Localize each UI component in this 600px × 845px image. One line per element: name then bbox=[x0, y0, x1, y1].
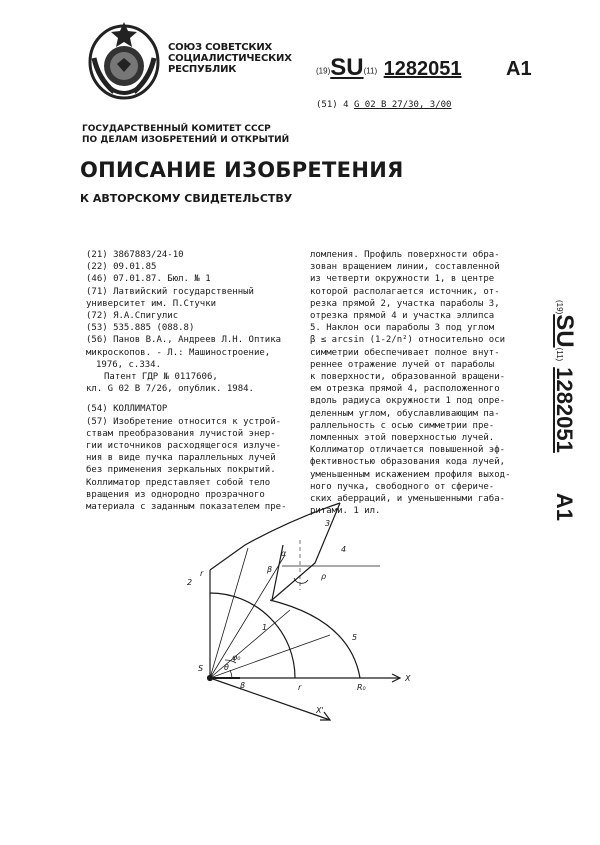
biblio-line: гии источников расходящегося излуче- bbox=[86, 441, 282, 452]
abstract-line: ритами. 1 ил. bbox=[310, 506, 381, 517]
label-1: 1 bbox=[262, 623, 268, 632]
abstract-line: уменьшенным искажением профиля выход- bbox=[310, 469, 511, 480]
label-x-axis: X bbox=[405, 674, 411, 683]
ipc-classes: G 02 B 27/30, 3/00 bbox=[353, 100, 452, 110]
biblio-line: вращения из однородно прозрачного bbox=[86, 489, 265, 500]
abstract-line: вдоль радиуса окружности 1 под опре- bbox=[310, 396, 506, 407]
biblio-line: (21) 3867883/24-10 bbox=[86, 250, 184, 260]
label-2: 2 bbox=[187, 578, 193, 587]
document-subtitle: К АВТОРСКОМУ СВИДЕТЕЛЬСТВУ bbox=[80, 192, 293, 205]
state-emblem bbox=[84, 18, 164, 104]
label-alpha: α bbox=[281, 549, 287, 558]
label-5: 5 bbox=[352, 633, 358, 642]
abstract-line: фективностью образования кода лучей, bbox=[310, 457, 506, 468]
biblio-line: (57) Изобретение относится к устрой- bbox=[86, 416, 282, 427]
abstract-line: к поверхности, образованной вращени- bbox=[310, 372, 506, 383]
biblio-line: (22) 09.01.85 bbox=[86, 262, 157, 273]
code-19: (19) bbox=[316, 66, 331, 76]
label-3: 3 bbox=[325, 519, 331, 528]
label-beta-top: β bbox=[267, 565, 273, 574]
biblio-line: ния в виде пучка параллельных лучей bbox=[86, 453, 276, 464]
abstract-line: раллельность с осью симметрии пре- bbox=[310, 420, 495, 431]
ipc-line bbox=[316, 100, 451, 110]
label-x-prime-axis: X' bbox=[316, 706, 324, 715]
biblio-line: (71) Латвийский государственный bbox=[86, 286, 254, 297]
collimator-drawing bbox=[180, 500, 420, 730]
abstract-column bbox=[310, 249, 510, 517]
biblio-line: (54) КОЛЛИМАТОР bbox=[86, 404, 168, 415]
bibliographic-column bbox=[86, 249, 286, 513]
abstract-line: ломления. Профиль поверхности обра- bbox=[310, 250, 500, 260]
abstract-line: из четверти окружности 1, в центре bbox=[310, 274, 495, 285]
biblio-line: (46) 07.01.87. Бюл. № 1 bbox=[86, 274, 211, 285]
biblio-line: микроскопов. - Л.: Машиностроение, bbox=[86, 347, 271, 358]
biblio-line: (53) 535.885 (088.8) bbox=[86, 323, 195, 334]
abstract-line: β ≤ arcsin (1-2/n²) относительно оси bbox=[310, 335, 506, 346]
biblio-line: университет им. П.Стучки bbox=[86, 298, 217, 309]
abstract-line: отрезка прямой 4 и участка эллипса bbox=[310, 311, 495, 322]
label-phi: φ₀ bbox=[232, 653, 241, 662]
abstract-line: деленным углом, обуславливающим па- bbox=[310, 408, 500, 419]
abstract-line: ем отрезка прямой 4, расположенного bbox=[310, 384, 500, 395]
abstract-line: 5. Наклон оси параболы 3 под углом bbox=[310, 323, 495, 334]
label-rho: ρ bbox=[321, 572, 327, 581]
label-beta: β bbox=[240, 681, 246, 690]
abstract-line: Коллиматор отличается повышенной эф- bbox=[310, 445, 506, 456]
biblio-line bbox=[86, 395, 286, 403]
abstract-line: которой располагается источник, от- bbox=[310, 286, 500, 297]
abstract-line: ного пучка, свободного от сфериче- bbox=[310, 481, 495, 492]
issuer-name: СОЮЗ СОВЕТСКИХ СОЦИАЛИСТИЧЕСКИХ РЕСПУБЛИК bbox=[168, 42, 292, 75]
code-11: (11) bbox=[363, 66, 378, 76]
kind-code: A1 bbox=[506, 58, 532, 80]
label-4: 4 bbox=[341, 545, 347, 554]
abstract-line: ломленных этой поверхностью лучей. bbox=[310, 433, 495, 444]
document-title: ОПИСАНИЕ ИЗОБРЕТЕНИЯ bbox=[80, 158, 404, 182]
patent-id-line bbox=[316, 54, 532, 82]
biblio-line: 1976, с.334. bbox=[96, 359, 162, 370]
side-patent-number: (19)SU(11)1282051A1 bbox=[551, 300, 578, 521]
committee-name: ГОСУДАРСТВЕННЫЙ КОМИТЕТ СССР ПО ДЕЛАМ ИЗОБРЕТЕНИЙ И ОТКРЫТИЙ bbox=[82, 124, 290, 145]
code-51: (51) 4 bbox=[316, 100, 349, 110]
biblio-line: (56) Панов В.А., Андреев Л.Н. Оптика bbox=[86, 335, 282, 346]
label-r-small: r bbox=[298, 683, 302, 692]
biblio-line: Коллиматор представляет собой тело bbox=[86, 477, 271, 488]
abstract-line: симметрии обеспечивает полное внут- bbox=[310, 347, 500, 358]
label-source: S bbox=[198, 664, 204, 673]
abstract-line: зован вращением линии, составленной bbox=[310, 262, 500, 273]
biblio-line: без применения зеркальных покрытий. bbox=[86, 465, 276, 476]
biblio-line: (72) Я.А.Спигулис bbox=[86, 311, 179, 322]
biblio-line: материала с заданным показателем пре- bbox=[86, 502, 287, 513]
patent-number: 1282051 bbox=[383, 58, 462, 80]
label-theta: θ bbox=[224, 663, 229, 672]
country-code: SU bbox=[330, 54, 364, 81]
biblio-line: кл. G 02 B 7/26, опублик. 1984. bbox=[86, 384, 254, 395]
label-r0: R₀ bbox=[357, 683, 366, 692]
abstract-line: резка прямой 2, участка параболы 3, bbox=[310, 298, 500, 309]
abstract-line: ских аберраций, и уменьшенными габа- bbox=[310, 494, 506, 505]
label-r: r bbox=[200, 569, 204, 578]
biblio-line: Патент ГДР № 0117606, bbox=[104, 372, 218, 383]
abstract-line: реннее отражение лучей от параболы bbox=[310, 359, 495, 370]
biblio-line: ствам преобразования лучистой энер- bbox=[86, 428, 276, 439]
